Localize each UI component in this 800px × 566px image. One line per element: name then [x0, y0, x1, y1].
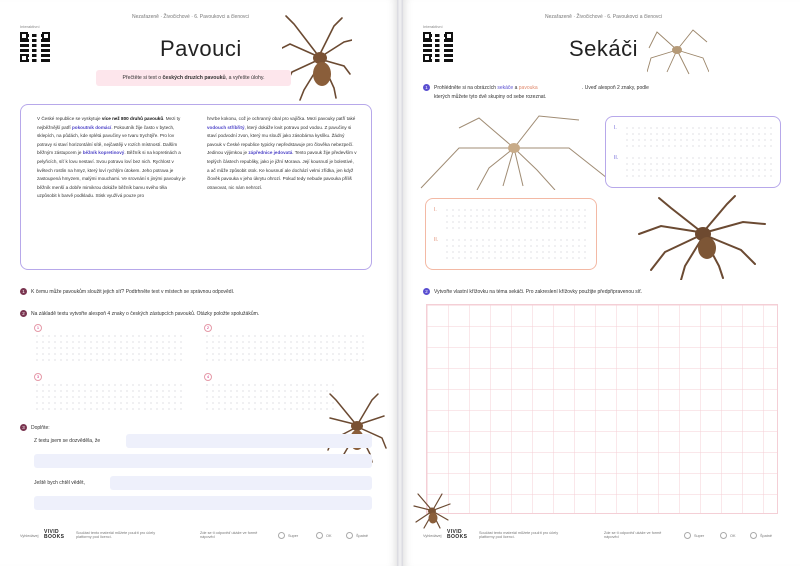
super-icon[interactable]: [278, 532, 285, 539]
question-number-1: 1: [20, 288, 27, 295]
answer-box-harvestman: [605, 116, 781, 188]
completion-field-1a[interactable]: [126, 434, 372, 448]
harvestman-photo: [419, 108, 609, 190]
ok-icon[interactable]: [316, 532, 323, 539]
footer-icon-label-r3: Špatně: [760, 534, 773, 538]
footer-license-right: Součást tento materiál můžete použít pro účely platformy pod licencí.: [479, 531, 559, 539]
right-question-2: 2 Vytvořte vlastní křížovku na téma sekáči. Pro zakreslení křížovky použijte předpřipravenou síť.: [423, 288, 642, 295]
page-header: Nezařazeně · Živočichové · 6. Pavoukovci a členovci: [132, 14, 249, 20]
answer-label-3: I.: [434, 207, 437, 213]
reading-text-column-2: [207, 115, 357, 192]
qr-label: Interaktivní: [20, 24, 40, 29]
right-question-1-continued: . Uveď alespoň 2 znaky, podle kterých můžete tyto dvě skupiny od sebe rozeznat.: [434, 85, 649, 100]
reading-text-segment: zápřednice jedovatá: [248, 150, 293, 156]
super-icon-right[interactable]: [684, 532, 691, 539]
question-1: 1 K čemu může pavoukům sloužit jejich síť? Podtrhněte text v místech se správnou odpovědí.: [20, 288, 234, 295]
question-3: 3 Doplňte:: [20, 424, 50, 431]
answer-marker-1: 1: [34, 324, 42, 332]
reading-text-segment: . Pokoutník žije často v bytech, sklepích, na půdách, kde splétá pavučiny ve tvaru trychtýře. Pro lov potravy si staví horizontální sítě, nejčastěji v rozích místností. Dalším běžným zástupcem je: [37, 124, 178, 156]
spider-image-top: [282, 14, 352, 102]
qr-label-right: Interaktivní: [423, 24, 443, 29]
answer-area-1[interactable]: [34, 333, 184, 361]
reading-text-segment: . Běžník si na kopretinách a pelyňcích, síť k lovu nestaví. Svou potravu loví bez nich. Rychlost v květech rostlin na hmyz, který loví rychlým útokem. Jeho potrava je zastoupená hmyzem, malými mouchami. Ve srovnání s jinými pavouky je běžník menší a dobře mimikrou dokáže běžník barvu svého těla uzpůsobit k barvě podkladu. Stisk využívá pouze pro: [37, 150, 186, 199]
reading-text-segment: pokoutník domácí: [72, 124, 112, 130]
footer-hint-right: Zde se ti odpověď ukáže ve formě nápověd: [604, 531, 662, 539]
footer-icon-label-3: Špatně: [356, 534, 369, 538]
footer-tag: Vyhledávej: [20, 534, 39, 538]
spider-image-small: [412, 490, 452, 530]
answer-area-2[interactable]: [204, 333, 364, 361]
wrong-icon[interactable]: [346, 532, 353, 539]
reading-text-segment: více než 800 druhů pavouků: [101, 116, 164, 121]
answer-marker-4: 4: [204, 373, 212, 381]
completion-field-1b[interactable]: [34, 454, 372, 468]
page-header-right: Nezařazeně · Živočichové · 6. Pavoukovci a členovci: [545, 14, 662, 20]
answer-area-4[interactable]: [204, 382, 334, 410]
instruction-banner: Přečtěte si text o českých druzích pavouků, a vyřešte úlohy.: [96, 70, 291, 86]
reading-text-segment: V České republice se vyskytuje: [37, 116, 102, 121]
question-number-3: 3: [20, 424, 27, 431]
answer-area-spider-2[interactable]: [444, 237, 590, 263]
answer-marker-2: 2: [204, 324, 212, 332]
ok-icon-right[interactable]: [720, 532, 727, 539]
right-question-number-2: 2: [423, 288, 430, 295]
answer-area-harvestman-2[interactable]: [624, 155, 774, 181]
right-question-1: 1 Prohlédněte si na obrázcích sekáče a pavouka: [423, 84, 538, 91]
reading-text-segment: vodouch stříbřitý: [207, 124, 245, 130]
harvestman-image-top: [647, 28, 709, 76]
footer-tag-right: Vyhledávej: [423, 534, 442, 538]
crossword-grid[interactable]: [426, 304, 778, 514]
answer-area-spider-1[interactable]: [444, 207, 590, 233]
answer-marker-3: 3: [34, 373, 42, 381]
completion-prompt-2: Ještě bych chtěl vědět,: [34, 480, 85, 486]
answer-box-spider: [425, 198, 597, 270]
reading-text-segment: běžník kopretinový: [82, 150, 125, 156]
completion-field-2a[interactable]: [110, 476, 372, 490]
question-2: 2 Na základě textu vytvořte alespoň 4 znaky o českých zástupcích pavouků. Otázky položte spolužákům.: [20, 310, 259, 317]
reading-text-segment: , který dokáže lovit potravu pod vodou. Z pavučiny si staví podvodní zvon, který mu slouží jako zásobárna kyslíku. Žádný pavouk v České republice typicky nepředstavuje pro člověka nebezpečí. Jedinou výjimkou je: [207, 124, 354, 156]
wrong-icon-right[interactable]: [750, 532, 757, 539]
footer-license: Součást tento materiál můžete použít pro účely platformy pod licencí.: [76, 531, 156, 539]
spider-photo: [631, 194, 771, 280]
footer-icon-label-2: OK: [326, 534, 332, 538]
reading-text-segment: . Tento pavouk žije především v teplých částech republiky, jako je jižní Morava. Její kousnutí je bolestivé, a ač může způsobit otok. Ke kousnutí ale dochází velmi zřídka, jen když člověk pavouka v jeho úkrytu ohrozí. Pokud tedy nebude pavouka příliš otravovat, nic nám nehrozí.: [207, 150, 357, 190]
completion-field-2b[interactable]: [34, 496, 372, 510]
reading-text-box: [20, 104, 372, 270]
reading-text-segment: . Mezi ty nejběžnější patří: [37, 116, 181, 130]
footer-icon-label-r2: OK: [730, 534, 736, 538]
reading-text-column-1: [37, 115, 187, 201]
answer-label-2: II.: [614, 155, 619, 161]
answer-area-3[interactable]: [34, 382, 184, 410]
footer-hint: Zde se ti odpověď ukáže ve formě nápověd: [200, 531, 258, 539]
answer-area-harvestman-1[interactable]: [624, 125, 774, 151]
qr-code-icon[interactable]: [20, 32, 50, 62]
page-title: Pavouci: [160, 36, 242, 61]
qr-code-icon-right[interactable]: [423, 32, 453, 62]
left-page: [0, 0, 397, 566]
footer-icon-label-1: Super: [288, 534, 299, 538]
publisher-logo-right: VIVID BOOKS: [447, 529, 468, 540]
publisher-logo: VIVID BOOKS: [44, 529, 65, 540]
right-question-number-1: 1: [423, 84, 430, 91]
question-number-2: 2: [20, 310, 27, 317]
completion-prompt-1: Z textu jsem se dozvěděla, že: [34, 438, 101, 444]
page-title-right: Sekáči: [569, 36, 639, 61]
answer-label-1: I.: [614, 125, 617, 131]
footer-icon-label-r1: Super: [694, 534, 705, 538]
answer-label-4: II.: [434, 237, 439, 243]
reading-text-segment: hrvrbe kokonu, což je ochranný obal pro vajíčka. Mezi pavouky patří také: [207, 116, 356, 121]
